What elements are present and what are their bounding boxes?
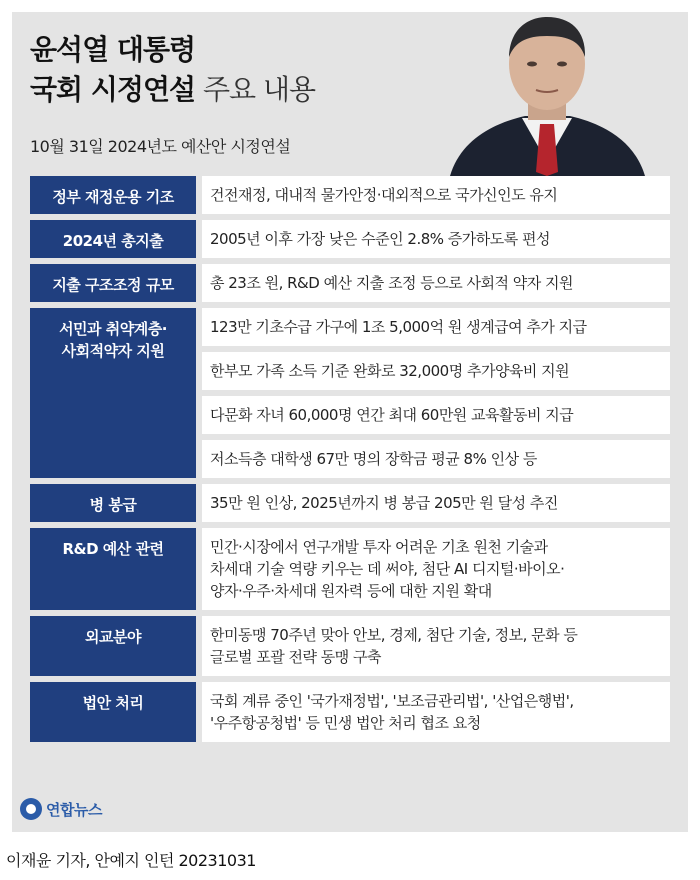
row-label: 병 봉급 [30,484,196,522]
row-content [202,682,670,742]
row-content [202,484,670,522]
yonhap-logo-icon [20,798,42,820]
row-label: R&D 예산 관련 [30,528,196,610]
table-row [30,616,670,676]
row-item: 총 23조 원, R&D 예산 지출 조정 등으로 사회적 약자 지원 [202,264,670,302]
table-row [30,308,670,478]
row-item: 건전재정, 대내적 물가안정·대외적으로 국가신인도 유지 [202,176,670,214]
table-row [30,682,670,742]
row-content [202,264,670,302]
title-line1: 윤석열 대통령 [30,33,196,66]
page-title [30,30,315,110]
table-row [30,220,670,258]
content-table [30,176,670,748]
row-item: 2005년 이후 가장 낮은 수준인 2.8% 증가하도록 편성 [202,220,670,258]
row-label: 정부 재정운용 기조 [30,176,196,214]
subtitle: 10월 31일 2024년도 예산안 시정연설 [30,137,291,156]
row-item: 한미동맹 70주년 맞아 안보, 경제, 첨단 기술, 정보, 문화 등 글로벌 포괄 전략 동맹 구축 [202,616,670,676]
row-content [202,308,670,478]
row-label: 지출 구조조정 규모 [30,264,196,302]
byline-credit: 이재윤 기자, 안예지 인턴 20231031 [6,851,256,870]
row-item: 123만 기초수급 가구에 1조 5,000억 원 생계급여 추가 지급 [202,308,670,346]
row-label: 서민과 취약계층· 사회적약자 지원 [30,308,196,478]
row-label: 외교분야 [30,616,196,676]
row-content [202,176,670,214]
publisher-logo [20,798,102,820]
row-item: 한부모 가족 소득 기준 완화로 32,000명 추가양육비 지원 [202,352,670,390]
row-content [202,220,670,258]
row-item: 민간·시장에서 연구개발 투자 어려운 기초 원천 기술과 차세대 기술 역량 키우는 데 써야, 첨단 AI 디지털·바이오· 양자·우주·차세대 원자력 등에 대한 지원 확대 [202,528,670,610]
title-line2-light: 주요 내용 [195,73,316,106]
row-item: 다문화 자녀 60,000명 연간 최대 60만원 교육활동비 지급 [202,396,670,434]
logo-text: 연합뉴스 [46,800,102,819]
row-item: 35만 원 인상, 2025년까지 병 봉급 205만 원 달성 추진 [202,484,670,522]
row-label: 2024년 총지출 [30,220,196,258]
row-content [202,528,670,610]
title-line2 [30,70,315,110]
table-row [30,528,670,610]
table-row [30,264,670,302]
row-label: 법안 처리 [30,682,196,742]
row-content [202,616,670,676]
row-item: 국회 계류 중인 '국가재정법', '보조금관리법', '산업은행법', '우주항공청법' 등 민생 법안 처리 협조 요청 [202,682,670,742]
title-line2-bold: 국회 시정연설 [30,73,196,106]
table-row [30,484,670,522]
portrait-image [430,12,665,176]
row-item: 저소득층 대학생 67만 명의 장학금 평균 8% 인상 등 [202,440,670,478]
table-row [30,176,670,214]
